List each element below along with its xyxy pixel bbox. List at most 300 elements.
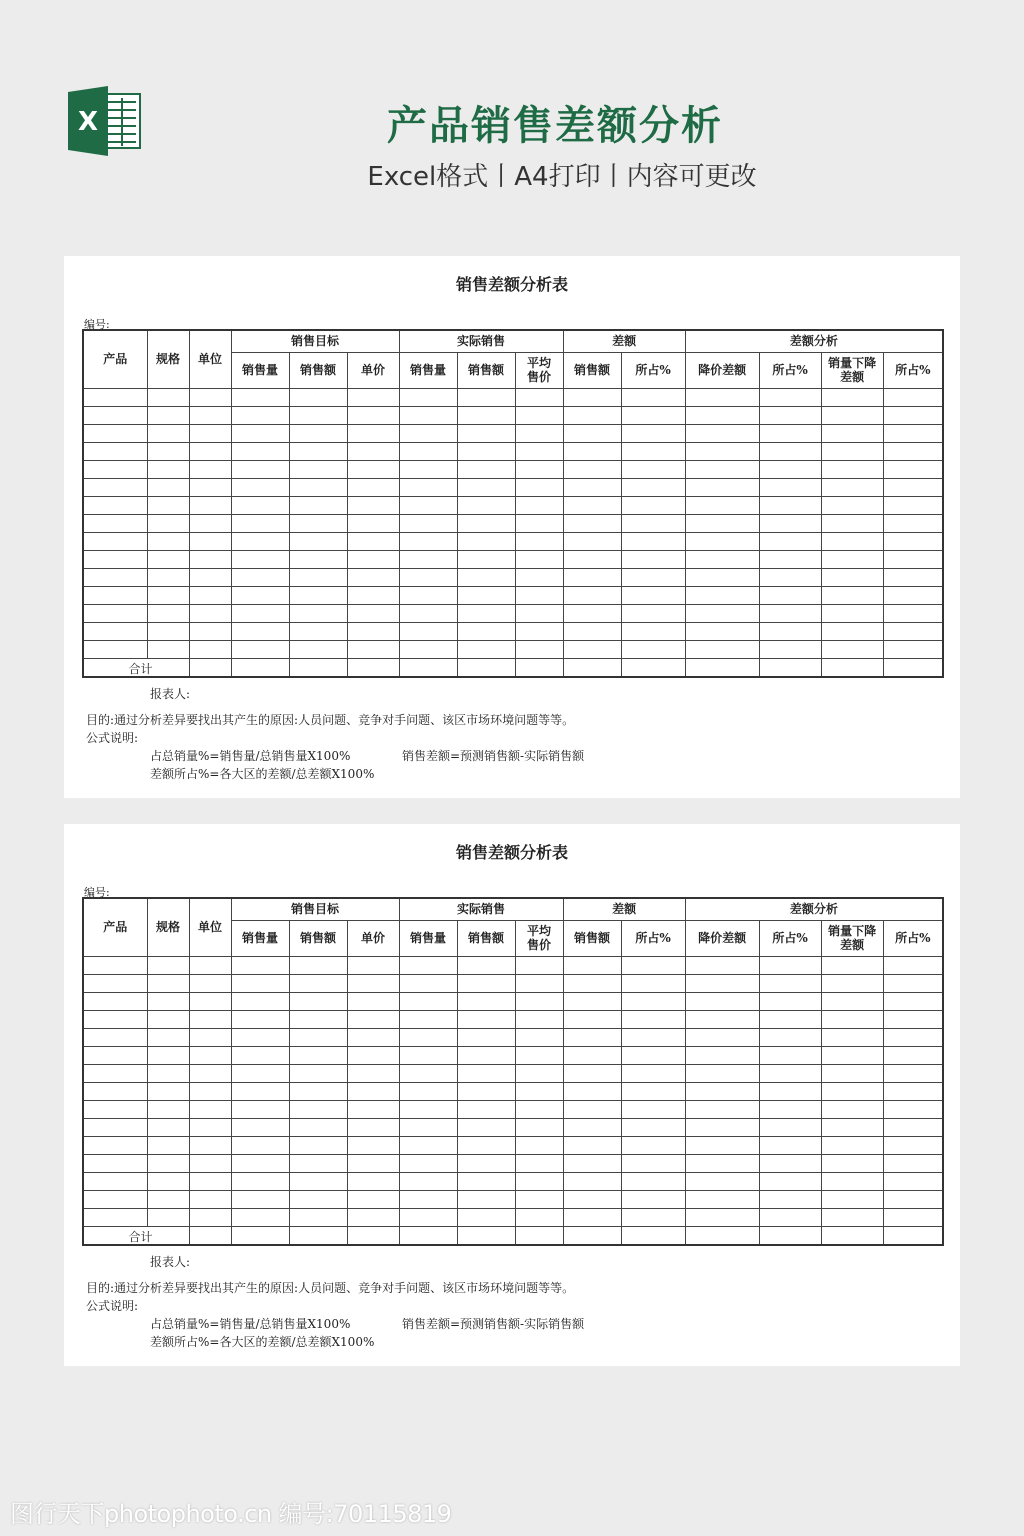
table-cell[interactable]	[563, 1011, 621, 1029]
table-cell[interactable]	[621, 407, 685, 425]
table-cell[interactable]	[347, 605, 399, 623]
table-cell[interactable]	[289, 389, 347, 407]
table-cell[interactable]	[457, 389, 515, 407]
table-cell[interactable]	[347, 587, 399, 605]
table-cell[interactable]	[883, 389, 943, 407]
table-cell[interactable]	[883, 1209, 943, 1227]
table-cell[interactable]	[147, 425, 189, 443]
table-cell[interactable]	[685, 1119, 759, 1137]
table-cell[interactable]	[821, 1209, 883, 1227]
table-cell[interactable]	[231, 957, 289, 975]
table-cell[interactable]	[83, 407, 147, 425]
table-cell[interactable]	[685, 1137, 759, 1155]
table-cell[interactable]	[759, 1137, 821, 1155]
table-cell[interactable]	[189, 1029, 231, 1047]
table-cell[interactable]	[147, 641, 189, 659]
table-cell[interactable]	[231, 1119, 289, 1137]
table-cell[interactable]	[347, 551, 399, 569]
table-cell[interactable]	[457, 1227, 515, 1246]
table-cell[interactable]	[515, 1011, 563, 1029]
table-cell[interactable]	[231, 1047, 289, 1065]
table-cell[interactable]	[685, 515, 759, 533]
table-cell[interactable]	[289, 1011, 347, 1029]
table-cell[interactable]	[83, 425, 147, 443]
table-cell[interactable]	[289, 407, 347, 425]
table-cell[interactable]	[147, 1191, 189, 1209]
table-cell[interactable]	[621, 587, 685, 605]
table-cell[interactable]	[759, 1083, 821, 1101]
table-cell[interactable]	[883, 1047, 943, 1065]
table-cell[interactable]	[685, 533, 759, 551]
table-cell[interactable]	[457, 1137, 515, 1155]
table-cell[interactable]	[231, 1101, 289, 1119]
table-cell[interactable]	[399, 461, 457, 479]
table-cell[interactable]	[399, 659, 457, 678]
table-cell[interactable]	[289, 425, 347, 443]
table-cell[interactable]	[231, 641, 289, 659]
table-cell[interactable]	[189, 443, 231, 461]
table-cell[interactable]	[563, 533, 621, 551]
table-cell[interactable]	[515, 1047, 563, 1065]
table-cell[interactable]	[759, 1047, 821, 1065]
table-cell[interactable]	[289, 623, 347, 641]
table-cell[interactable]	[515, 1191, 563, 1209]
table-cell[interactable]	[563, 1209, 621, 1227]
table-cell[interactable]	[189, 993, 231, 1011]
table-cell[interactable]	[399, 1209, 457, 1227]
table-cell[interactable]	[347, 659, 399, 678]
table-cell[interactable]	[83, 461, 147, 479]
table-cell[interactable]	[231, 551, 289, 569]
table-cell[interactable]	[83, 1173, 147, 1191]
table-cell[interactable]	[457, 1119, 515, 1137]
table-cell[interactable]	[685, 1227, 759, 1246]
table-cell[interactable]	[821, 605, 883, 623]
table-cell[interactable]	[231, 425, 289, 443]
table-cell[interactable]	[231, 515, 289, 533]
table-cell[interactable]	[621, 975, 685, 993]
table-cell[interactable]	[563, 623, 621, 641]
table-cell[interactable]	[563, 515, 621, 533]
table-cell[interactable]	[83, 641, 147, 659]
table-cell[interactable]	[231, 443, 289, 461]
table-cell[interactable]	[147, 1155, 189, 1173]
table-cell[interactable]	[759, 443, 821, 461]
table-cell[interactable]	[147, 533, 189, 551]
table-cell[interactable]	[759, 1065, 821, 1083]
table-cell[interactable]	[821, 993, 883, 1011]
table-cell[interactable]	[347, 1137, 399, 1155]
table-cell[interactable]	[759, 425, 821, 443]
table-cell[interactable]	[399, 1101, 457, 1119]
table-cell[interactable]	[457, 1029, 515, 1047]
table-cell[interactable]	[515, 551, 563, 569]
table-cell[interactable]	[147, 1209, 189, 1227]
table-cell[interactable]	[685, 1191, 759, 1209]
table-cell[interactable]	[821, 425, 883, 443]
table-cell[interactable]	[883, 1029, 943, 1047]
table-cell[interactable]	[147, 1137, 189, 1155]
table-cell[interactable]	[189, 425, 231, 443]
table-cell[interactable]	[189, 497, 231, 515]
table-cell[interactable]	[883, 623, 943, 641]
table-cell[interactable]	[621, 497, 685, 515]
table-cell[interactable]	[231, 497, 289, 515]
table-cell[interactable]	[189, 623, 231, 641]
table-cell[interactable]	[685, 975, 759, 993]
table-cell[interactable]	[821, 975, 883, 993]
table-cell[interactable]	[883, 1137, 943, 1155]
table-cell[interactable]	[759, 1209, 821, 1227]
table-cell[interactable]	[83, 1209, 147, 1227]
table-cell[interactable]	[231, 587, 289, 605]
table-cell[interactable]	[231, 569, 289, 587]
table-cell[interactable]	[289, 993, 347, 1011]
table-cell[interactable]	[189, 551, 231, 569]
table-cell[interactable]	[347, 993, 399, 1011]
table-cell[interactable]	[621, 425, 685, 443]
table-cell[interactable]	[883, 659, 943, 678]
table-cell[interactable]	[189, 1173, 231, 1191]
table-cell[interactable]	[621, 1011, 685, 1029]
table-cell[interactable]	[621, 389, 685, 407]
table-cell[interactable]	[883, 479, 943, 497]
table-cell[interactable]	[685, 641, 759, 659]
table-cell[interactable]	[621, 641, 685, 659]
table-cell[interactable]	[399, 1155, 457, 1173]
table-cell[interactable]	[685, 1065, 759, 1083]
table-cell[interactable]	[883, 975, 943, 993]
table-cell[interactable]	[457, 497, 515, 515]
table-cell[interactable]	[821, 569, 883, 587]
table-cell[interactable]	[563, 975, 621, 993]
table-cell[interactable]	[189, 1119, 231, 1137]
table-cell[interactable]	[685, 479, 759, 497]
table-cell[interactable]	[621, 623, 685, 641]
table-cell[interactable]	[399, 497, 457, 515]
table-cell[interactable]	[515, 1065, 563, 1083]
table-cell[interactable]	[147, 1029, 189, 1047]
table-cell[interactable]	[621, 1209, 685, 1227]
table-cell[interactable]	[289, 1227, 347, 1246]
table-cell[interactable]	[189, 1047, 231, 1065]
table-cell[interactable]	[883, 443, 943, 461]
table-cell[interactable]	[399, 1047, 457, 1065]
table-cell[interactable]	[621, 1119, 685, 1137]
table-cell[interactable]	[457, 1173, 515, 1191]
table-cell[interactable]	[189, 1209, 231, 1227]
table-cell[interactable]	[147, 993, 189, 1011]
table-cell[interactable]	[399, 533, 457, 551]
table-cell[interactable]	[147, 605, 189, 623]
table-cell[interactable]	[347, 975, 399, 993]
table-cell[interactable]	[883, 515, 943, 533]
table-cell[interactable]	[515, 515, 563, 533]
table-cell[interactable]	[83, 975, 147, 993]
table-cell[interactable]	[759, 587, 821, 605]
table-cell[interactable]	[685, 443, 759, 461]
table-cell[interactable]	[759, 551, 821, 569]
table-cell[interactable]	[883, 425, 943, 443]
table-cell[interactable]	[621, 1191, 685, 1209]
table-cell[interactable]	[685, 1029, 759, 1047]
table-cell[interactable]	[457, 659, 515, 678]
table-cell[interactable]	[563, 1029, 621, 1047]
table-cell[interactable]	[515, 1155, 563, 1173]
table-cell[interactable]	[399, 993, 457, 1011]
table-cell[interactable]	[83, 623, 147, 641]
table-cell[interactable]	[563, 659, 621, 678]
table-cell[interactable]	[83, 605, 147, 623]
table-cell[interactable]	[399, 1191, 457, 1209]
table-cell[interactable]	[147, 443, 189, 461]
table-cell[interactable]	[457, 1011, 515, 1029]
table-cell[interactable]	[83, 1083, 147, 1101]
table-cell[interactable]	[515, 587, 563, 605]
table-cell[interactable]	[685, 425, 759, 443]
table-cell[interactable]	[83, 515, 147, 533]
table-cell[interactable]	[347, 1083, 399, 1101]
table-cell[interactable]	[685, 993, 759, 1011]
table-cell[interactable]	[457, 587, 515, 605]
table-cell[interactable]	[883, 1101, 943, 1119]
table-cell[interactable]	[147, 1119, 189, 1137]
table-cell[interactable]	[563, 1083, 621, 1101]
table-cell[interactable]	[457, 569, 515, 587]
table-cell[interactable]	[289, 515, 347, 533]
table-cell[interactable]	[821, 389, 883, 407]
table-cell[interactable]	[457, 1209, 515, 1227]
table-cell[interactable]	[621, 515, 685, 533]
table-cell[interactable]	[821, 479, 883, 497]
table-cell[interactable]	[563, 443, 621, 461]
table-cell[interactable]	[399, 425, 457, 443]
table-cell[interactable]	[83, 479, 147, 497]
table-cell[interactable]	[621, 569, 685, 587]
table-cell[interactable]	[189, 641, 231, 659]
table-cell[interactable]	[759, 1227, 821, 1246]
table-cell[interactable]	[399, 1119, 457, 1137]
table-cell[interactable]	[685, 1173, 759, 1191]
table-cell[interactable]	[821, 623, 883, 641]
table-cell[interactable]	[347, 569, 399, 587]
table-cell[interactable]	[347, 479, 399, 497]
table-cell[interactable]	[347, 1101, 399, 1119]
table-cell[interactable]	[147, 1101, 189, 1119]
table-cell[interactable]	[347, 515, 399, 533]
table-cell[interactable]	[457, 605, 515, 623]
table-cell[interactable]	[347, 443, 399, 461]
table-cell[interactable]	[83, 497, 147, 515]
table-cell[interactable]	[289, 443, 347, 461]
table-cell[interactable]	[563, 993, 621, 1011]
table-cell[interactable]	[289, 1101, 347, 1119]
table-cell[interactable]	[515, 1209, 563, 1227]
table-cell[interactable]	[515, 407, 563, 425]
table-cell[interactable]	[457, 425, 515, 443]
table-cell[interactable]	[563, 1119, 621, 1137]
table-cell[interactable]	[759, 407, 821, 425]
table-cell[interactable]	[821, 407, 883, 425]
table-cell[interactable]	[399, 389, 457, 407]
table-cell[interactable]	[821, 1137, 883, 1155]
table-cell[interactable]	[231, 975, 289, 993]
table-cell[interactable]	[759, 461, 821, 479]
table-cell[interactable]	[347, 1029, 399, 1047]
table-cell[interactable]	[83, 587, 147, 605]
table-cell[interactable]	[231, 389, 289, 407]
table-cell[interactable]	[759, 515, 821, 533]
table-cell[interactable]	[289, 1173, 347, 1191]
table-cell[interactable]	[289, 1065, 347, 1083]
table-cell[interactable]	[759, 659, 821, 678]
table-cell[interactable]	[347, 533, 399, 551]
table-cell[interactable]	[621, 1227, 685, 1246]
table-cell[interactable]	[457, 641, 515, 659]
table-cell[interactable]	[289, 1029, 347, 1047]
table-cell[interactable]	[457, 957, 515, 975]
table-cell[interactable]	[231, 623, 289, 641]
table-cell[interactable]	[289, 461, 347, 479]
table-cell[interactable]	[231, 1173, 289, 1191]
table-cell[interactable]	[83, 1119, 147, 1137]
table-cell[interactable]	[621, 1065, 685, 1083]
table-cell[interactable]	[399, 641, 457, 659]
table-cell[interactable]	[883, 551, 943, 569]
table-cell[interactable]	[621, 1137, 685, 1155]
table-cell[interactable]	[83, 1191, 147, 1209]
table-cell[interactable]	[685, 1083, 759, 1101]
table-cell[interactable]	[289, 641, 347, 659]
table-cell[interactable]	[621, 993, 685, 1011]
table-cell[interactable]	[231, 479, 289, 497]
table-cell[interactable]	[563, 957, 621, 975]
table-cell[interactable]	[821, 551, 883, 569]
table-cell[interactable]	[189, 605, 231, 623]
table-cell[interactable]	[621, 479, 685, 497]
table-cell[interactable]	[759, 479, 821, 497]
table-cell[interactable]	[147, 389, 189, 407]
table-cell[interactable]	[457, 1047, 515, 1065]
table-cell[interactable]	[289, 975, 347, 993]
table-cell[interactable]	[457, 533, 515, 551]
table-cell[interactable]	[515, 443, 563, 461]
table-cell[interactable]	[515, 993, 563, 1011]
table-cell[interactable]	[231, 605, 289, 623]
table-cell[interactable]	[399, 587, 457, 605]
table-cell[interactable]	[883, 569, 943, 587]
table-cell[interactable]	[347, 461, 399, 479]
table-cell[interactable]	[759, 533, 821, 551]
table-cell[interactable]	[83, 1047, 147, 1065]
table-cell[interactable]	[189, 1227, 231, 1246]
table-cell[interactable]	[147, 407, 189, 425]
table-cell[interactable]	[189, 1065, 231, 1083]
table-cell[interactable]	[231, 1191, 289, 1209]
table-cell[interactable]	[347, 1173, 399, 1191]
table-cell[interactable]	[883, 993, 943, 1011]
table-cell[interactable]	[759, 497, 821, 515]
table-cell[interactable]	[883, 1155, 943, 1173]
table-cell[interactable]	[83, 957, 147, 975]
table-cell[interactable]	[759, 389, 821, 407]
table-cell[interactable]	[147, 587, 189, 605]
table-cell[interactable]	[621, 1173, 685, 1191]
table-cell[interactable]	[883, 605, 943, 623]
table-cell[interactable]	[289, 497, 347, 515]
table-cell[interactable]	[883, 641, 943, 659]
table-cell[interactable]	[821, 587, 883, 605]
table-cell[interactable]	[685, 623, 759, 641]
table-cell[interactable]	[759, 569, 821, 587]
table-cell[interactable]	[515, 425, 563, 443]
table-cell[interactable]	[347, 497, 399, 515]
table-cell[interactable]	[189, 1083, 231, 1101]
table-cell[interactable]	[289, 1119, 347, 1137]
table-cell[interactable]	[347, 389, 399, 407]
table-cell[interactable]	[347, 1227, 399, 1246]
table-cell[interactable]	[821, 659, 883, 678]
table-cell[interactable]	[883, 1011, 943, 1029]
table-cell[interactable]	[83, 1155, 147, 1173]
table-cell[interactable]	[563, 605, 621, 623]
table-cell[interactable]	[347, 1047, 399, 1065]
table-cell[interactable]	[563, 641, 621, 659]
table-cell[interactable]	[147, 461, 189, 479]
table-cell[interactable]	[515, 479, 563, 497]
table-cell[interactable]	[821, 1083, 883, 1101]
table-cell[interactable]	[515, 569, 563, 587]
table-cell[interactable]	[883, 1083, 943, 1101]
table-cell[interactable]	[883, 1173, 943, 1191]
table-cell[interactable]	[515, 1227, 563, 1246]
table-cell[interactable]	[563, 569, 621, 587]
table-cell[interactable]	[347, 1191, 399, 1209]
table-cell[interactable]	[821, 1227, 883, 1246]
table-cell[interactable]	[685, 497, 759, 515]
table-cell[interactable]	[759, 641, 821, 659]
table-cell[interactable]	[883, 1191, 943, 1209]
table-cell[interactable]	[231, 1155, 289, 1173]
table-cell[interactable]	[189, 975, 231, 993]
table-cell[interactable]	[821, 1047, 883, 1065]
table-cell[interactable]	[289, 1191, 347, 1209]
table-cell[interactable]	[83, 551, 147, 569]
table-cell[interactable]	[759, 605, 821, 623]
table-cell[interactable]	[563, 551, 621, 569]
table-cell[interactable]	[821, 443, 883, 461]
table-cell[interactable]	[347, 1119, 399, 1137]
table-cell[interactable]	[289, 479, 347, 497]
table-cell[interactable]	[563, 587, 621, 605]
table-cell[interactable]	[289, 1137, 347, 1155]
table-cell[interactable]	[685, 605, 759, 623]
table-cell[interactable]	[147, 515, 189, 533]
table-cell[interactable]	[457, 461, 515, 479]
table-cell[interactable]	[147, 479, 189, 497]
table-cell[interactable]	[821, 533, 883, 551]
table-cell[interactable]	[621, 533, 685, 551]
table-cell[interactable]	[147, 1083, 189, 1101]
table-cell[interactable]	[231, 993, 289, 1011]
table-cell[interactable]	[457, 479, 515, 497]
table-cell[interactable]	[399, 1137, 457, 1155]
table-cell[interactable]	[83, 1011, 147, 1029]
table-cell[interactable]	[289, 569, 347, 587]
table-cell[interactable]	[399, 1083, 457, 1101]
table-cell[interactable]	[147, 551, 189, 569]
table-cell[interactable]	[563, 479, 621, 497]
